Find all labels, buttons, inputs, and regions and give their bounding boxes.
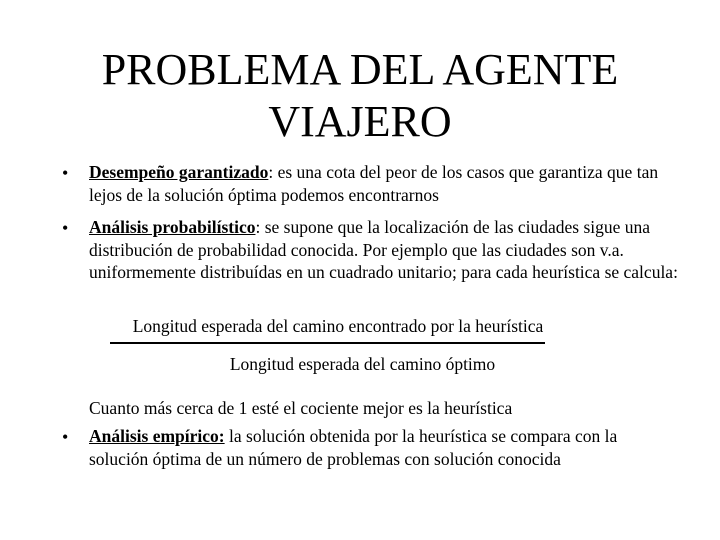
- bullet-marker: •: [62, 163, 69, 183]
- term-separator: :: [255, 217, 261, 237]
- bullet-marker: •: [62, 218, 69, 238]
- term-analisis-probabilistico: Análisis probabilístico: [89, 217, 256, 237]
- conclusion-text: Cuanto más cerca de 1 esté el cociente mejor es la heurística: [89, 398, 513, 418]
- bullet-item-text: se supone que la localización de las ciudades sigue una distribución de probabilidad conocida. Por ejemplo que las ciudades son v.a. uniformemente distribuídas en un cuadrado unitario; para cada heurística se calcula:: [89, 217, 678, 282]
- bullet-item-analisis-probabilistico: [89, 216, 679, 284]
- bullet-item-analisis-empirico: [89, 425, 679, 470]
- fraction-numerator: Longitud esperada del camino encontrado por la heurística: [132, 316, 544, 336]
- fraction-bar: [110, 342, 545, 344]
- term-separator: :: [268, 162, 274, 182]
- bullet-item-desempeno: [89, 161, 679, 206]
- term-desempeno-garantizado: Desempeño garantizado: [89, 162, 269, 182]
- term-analisis-empirico: Análisis empírico:: [89, 426, 225, 446]
- bullet-item-text: es una cota del peor de los casos que garantiza que tan lejos de la solución óptima podemos encontrarnos: [89, 162, 659, 205]
- bullet-marker: •: [62, 427, 69, 447]
- slide-title-line-2: VIAJERO: [268, 97, 452, 146]
- bullet-item-text: la solución obtenida por la heurística se compara con la solución óptima de un número de problemas con solución conocida: [89, 426, 618, 469]
- slide-title-line-1: PROBLEMA DEL AGENTE: [101, 45, 619, 94]
- fraction-denominator: Longitud esperada del camino óptimo: [229, 354, 496, 374]
- slide-title: [0, 44, 720, 148]
